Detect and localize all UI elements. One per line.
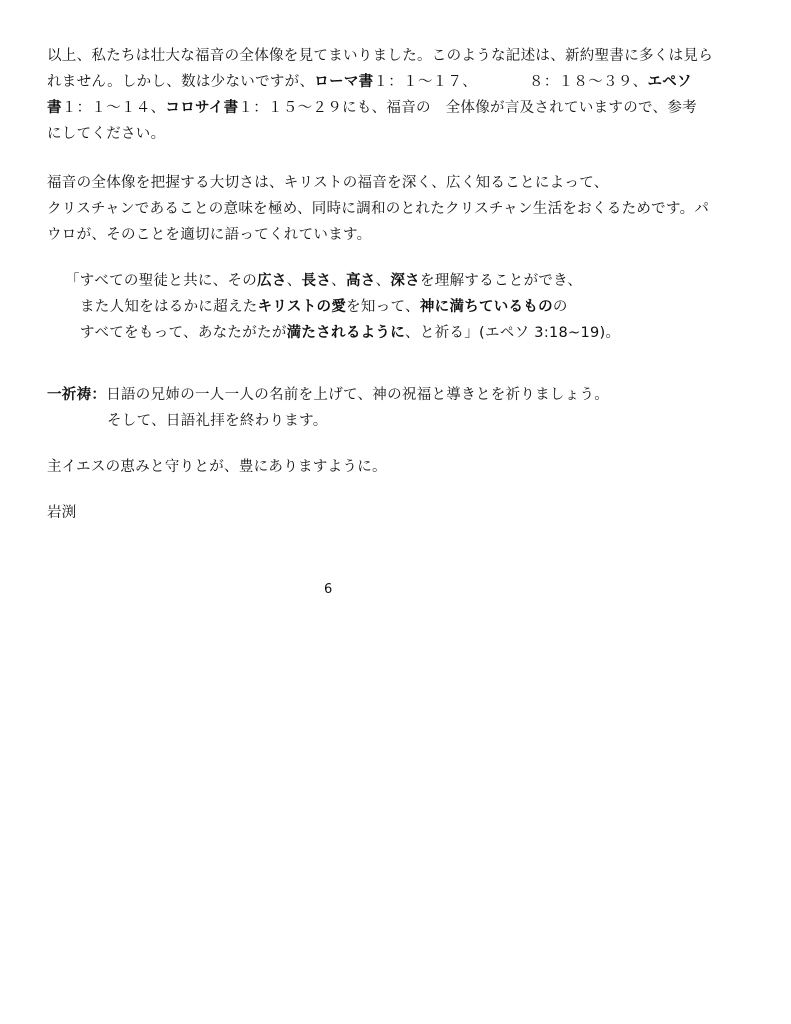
emphasis-love-of-christ: キリストの愛 bbox=[257, 299, 347, 315]
text-segment: を知って、 bbox=[346, 299, 420, 315]
prayer-label: 一祈祷： bbox=[47, 387, 107, 403]
text-segment: １：１５～２９にも、福音の 全体像が言及されていますので、参考 bbox=[238, 100, 697, 116]
paragraph2-line2: クリスチャンであることの意味を極め、同時に調和のとれたクリスチャン生活をおくるためです。パ bbox=[47, 201, 710, 217]
paragraph2-line3: ウロが、そのことを適切に語ってくれています。 bbox=[47, 227, 372, 243]
prayer-text: 日語の兄姉の一人一人の名前を上げて、神の祝福と導きとを祈りましょう。 bbox=[106, 387, 610, 403]
bible-ref-ephesians: エペソ bbox=[647, 74, 692, 90]
paragraph1-line2 bbox=[47, 72, 692, 92]
bible-ref-ephesians-cont: 書 bbox=[47, 100, 62, 116]
page-number: 6 bbox=[324, 582, 333, 597]
text-segment: 、 bbox=[375, 273, 391, 289]
text-segment: れません。しかし、数は少ないですが、 bbox=[47, 74, 315, 90]
paragraph1-line4: にしてください。 bbox=[47, 126, 166, 142]
text-segment: の bbox=[552, 299, 568, 315]
prayer-line1 bbox=[47, 385, 609, 405]
paragraph1-line3 bbox=[47, 98, 697, 118]
text-segment: を理解することができ、 bbox=[419, 273, 583, 289]
quote-line1 bbox=[65, 271, 582, 291]
text-segment: すべてをもって、あなたがたが bbox=[80, 325, 287, 341]
quote-line3 bbox=[80, 323, 620, 343]
emphasis-depth: 深さ bbox=[390, 273, 420, 289]
signature: 岩渕 bbox=[47, 505, 77, 521]
text-segment: 、 bbox=[286, 273, 302, 289]
bible-ref-colossians: コロサイ書 bbox=[165, 100, 239, 116]
quote-line2 bbox=[80, 297, 568, 317]
emphasis-fullness-of-god: 神に満ちているもの bbox=[419, 299, 553, 315]
bible-ref-romans: ローマ書 bbox=[314, 74, 374, 90]
text-segment: 、 bbox=[331, 273, 346, 289]
text-segment: 、と祈る」(エペソ 3:18~19)。 bbox=[405, 325, 621, 341]
emphasis-filled: 満たされるように bbox=[286, 325, 406, 341]
emphasis-breadth: 広さ bbox=[257, 273, 287, 289]
blessing: 主イエスの恵みと守りとが、豊にありますように。 bbox=[47, 459, 387, 475]
text-segment: １：１～１７、 ８：１８～３９、 bbox=[373, 74, 648, 90]
paragraph2-line1: 福音の全体像を把握する大切さは、キリストの福音を深く、広く知ることによって、 bbox=[47, 175, 609, 191]
text-segment: １：１～１４、 bbox=[61, 100, 166, 116]
prayer-line2: そして、日語礼拝を終わります。 bbox=[107, 413, 328, 429]
emphasis-height: 高さ bbox=[345, 273, 376, 289]
paragraph1-line1: 以上、私たちは壮大な福音の全体像を見てまいりました。このような記述は、新約聖書に多くは見ら bbox=[47, 48, 713, 64]
emphasis-length: 長さ bbox=[301, 273, 332, 289]
text-segment: また人知をはるかに超えた bbox=[80, 299, 258, 315]
text-segment: 「すべての聖徒と共に、その bbox=[65, 273, 258, 289]
